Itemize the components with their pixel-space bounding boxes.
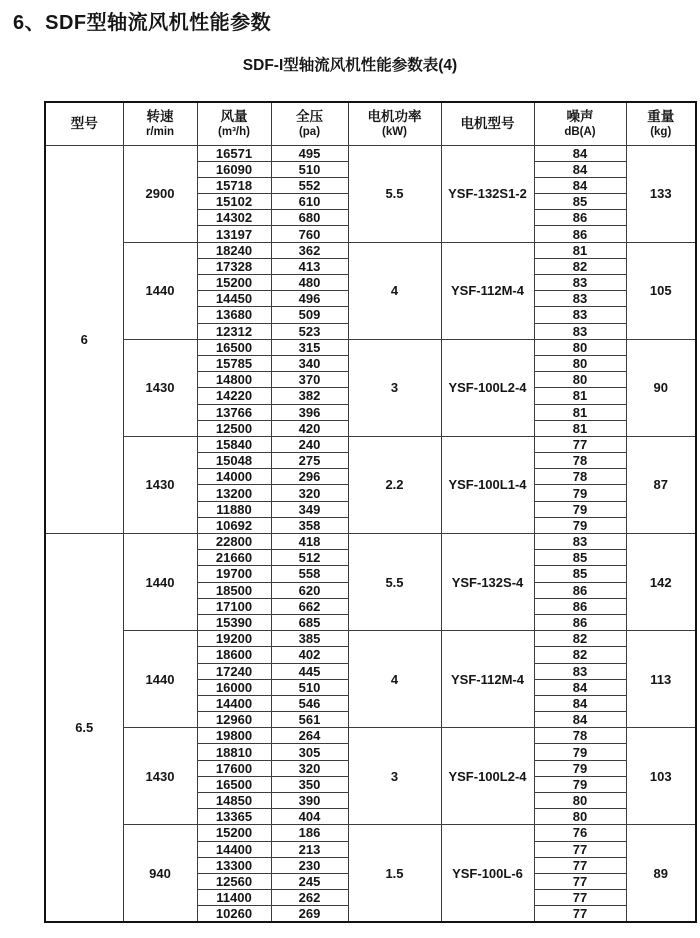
noise-cell: 83 <box>534 275 626 291</box>
noise-cell: 77 <box>534 906 626 922</box>
flow-cell: 15718 <box>197 177 271 193</box>
flow-cell: 21660 <box>197 550 271 566</box>
noise-cell: 78 <box>534 469 626 485</box>
noise-cell: 84 <box>534 145 626 161</box>
flow-cell: 13766 <box>197 404 271 420</box>
pressure-cell: 382 <box>271 388 348 404</box>
pressure-cell: 370 <box>271 372 348 388</box>
pressure-cell: 546 <box>271 695 348 711</box>
model-cell: 6.5 <box>45 534 123 923</box>
noise-cell: 81 <box>534 404 626 420</box>
speed-cell: 1430 <box>123 728 197 825</box>
speed-cell: 940 <box>123 825 197 922</box>
pressure-cell: 420 <box>271 420 348 436</box>
flow-cell: 13680 <box>197 307 271 323</box>
noise-cell: 80 <box>534 809 626 825</box>
flow-cell: 17240 <box>197 663 271 679</box>
power-cell: 4 <box>348 631 441 728</box>
pressure-cell: 305 <box>271 744 348 760</box>
table-row <box>45 242 696 258</box>
pressure-cell: 396 <box>271 404 348 420</box>
noise-cell: 84 <box>534 161 626 177</box>
noise-cell: 80 <box>534 339 626 355</box>
noise-cell: 86 <box>534 614 626 630</box>
noise-cell: 83 <box>534 323 626 339</box>
flow-cell: 18810 <box>197 744 271 760</box>
table-body <box>45 145 696 922</box>
pressure-cell: 512 <box>271 550 348 566</box>
weight-cell: 113 <box>626 631 696 728</box>
pressure-cell: 362 <box>271 242 348 258</box>
power-cell: 5.5 <box>348 145 441 242</box>
noise-cell: 79 <box>534 501 626 517</box>
noise-cell: 86 <box>534 598 626 614</box>
table-title: SDF-I型轴流风机性能参数表(4) <box>242 57 458 74</box>
weight-cell: 103 <box>626 728 696 825</box>
pressure-cell: 320 <box>271 760 348 776</box>
flow-cell: 15200 <box>197 825 271 841</box>
pressure-cell: 509 <box>271 307 348 323</box>
pressure-cell: 496 <box>271 291 348 307</box>
flow-cell: 19700 <box>197 566 271 582</box>
speed-cell: 1430 <box>123 436 197 533</box>
flow-cell: 17100 <box>197 598 271 614</box>
pressure-cell: 495 <box>271 145 348 161</box>
noise-cell: 86 <box>534 582 626 598</box>
model-cell: 6 <box>45 145 123 534</box>
flow-cell: 16500 <box>197 339 271 355</box>
pressure-cell: 561 <box>271 712 348 728</box>
pressure-cell: 610 <box>271 194 348 210</box>
noise-cell: 82 <box>534 258 626 274</box>
pressure-cell: 685 <box>271 614 348 630</box>
flow-cell: 12500 <box>197 420 271 436</box>
noise-cell: 77 <box>534 841 626 857</box>
pressure-cell: 230 <box>271 857 348 873</box>
noise-cell: 80 <box>534 793 626 809</box>
noise-cell: 84 <box>534 679 626 695</box>
pressure-cell: 296 <box>271 469 348 485</box>
flow-cell: 14850 <box>197 793 271 809</box>
table-row <box>45 145 696 161</box>
flow-cell: 12312 <box>197 323 271 339</box>
col-header-flow <box>197 102 271 145</box>
speed-cell: 1440 <box>123 631 197 728</box>
motor-cell: YSF-132S-4 <box>441 534 534 631</box>
col-header-speed-unit: r/min <box>145 125 175 138</box>
page-title: 6、SDF型轴流风机性能参数 <box>13 12 272 34</box>
noise-cell: 83 <box>534 307 626 323</box>
header-row <box>45 102 696 145</box>
col-header-weight-unit: (kg) <box>650 125 672 138</box>
pressure-cell: 275 <box>271 453 348 469</box>
noise-cell: 83 <box>534 534 626 550</box>
noise-cell: 82 <box>534 631 626 647</box>
noise-cell: 84 <box>534 177 626 193</box>
col-header-noise-unit: dB(A) <box>564 125 596 138</box>
noise-cell: 81 <box>534 420 626 436</box>
pressure-cell: 315 <box>271 339 348 355</box>
flow-cell: 10260 <box>197 906 271 922</box>
table-row <box>45 339 696 355</box>
pressure-cell: 558 <box>271 566 348 582</box>
power-cell: 4 <box>348 242 441 339</box>
noise-cell: 81 <box>534 388 626 404</box>
col-header-power <box>348 102 441 145</box>
power-cell: 1.5 <box>348 825 441 922</box>
noise-cell: 79 <box>534 776 626 792</box>
pressure-cell: 552 <box>271 177 348 193</box>
col-header-weight <box>626 102 696 145</box>
pressure-cell: 445 <box>271 663 348 679</box>
flow-cell: 18500 <box>197 582 271 598</box>
flow-cell: 15102 <box>197 194 271 210</box>
pressure-cell: 510 <box>271 161 348 177</box>
pressure-cell: 390 <box>271 793 348 809</box>
flow-cell: 18600 <box>197 647 271 663</box>
speed-cell: 1440 <box>123 242 197 339</box>
flow-cell: 16000 <box>197 679 271 695</box>
table-row <box>45 825 696 841</box>
pressure-cell: 510 <box>271 679 348 695</box>
pressure-cell: 662 <box>271 598 348 614</box>
table-row <box>45 631 696 647</box>
col-header-flow-label: 风量 <box>220 109 248 125</box>
col-header-pressure <box>271 102 348 145</box>
pressure-cell: 404 <box>271 809 348 825</box>
noise-cell: 79 <box>534 744 626 760</box>
flow-cell: 15200 <box>197 275 271 291</box>
pressure-cell: 523 <box>271 323 348 339</box>
noise-cell: 83 <box>534 663 626 679</box>
table-row <box>45 534 696 550</box>
motor-cell: YSF-100L2-4 <box>441 339 534 436</box>
flow-cell: 13300 <box>197 857 271 873</box>
col-header-power-unit: (kW) <box>382 125 407 138</box>
col-header-speed <box>123 102 197 145</box>
power-cell: 3 <box>348 728 441 825</box>
noise-cell: 76 <box>534 825 626 841</box>
table-row <box>45 436 696 452</box>
noise-cell: 84 <box>534 712 626 728</box>
pressure-cell: 358 <box>271 517 348 533</box>
noise-cell: 84 <box>534 695 626 711</box>
col-header-motor <box>441 102 534 145</box>
power-cell: 2.2 <box>348 436 441 533</box>
pressure-cell: 240 <box>271 436 348 452</box>
pressure-cell: 186 <box>271 825 348 841</box>
motor-cell: YSF-132S1-2 <box>441 145 534 242</box>
noise-cell: 77 <box>534 890 626 906</box>
flow-cell: 15390 <box>197 614 271 630</box>
flow-cell: 13197 <box>197 226 271 242</box>
weight-cell: 89 <box>626 825 696 922</box>
flow-cell: 11880 <box>197 501 271 517</box>
col-header-pressure-unit: (pa) <box>298 125 321 138</box>
noise-cell: 79 <box>534 485 626 501</box>
flow-cell: 16090 <box>197 161 271 177</box>
flow-cell: 19200 <box>197 631 271 647</box>
pressure-cell: 264 <box>271 728 348 744</box>
motor-cell: YSF-100L2-4 <box>441 728 534 825</box>
noise-cell: 82 <box>534 647 626 663</box>
pressure-cell: 269 <box>271 906 348 922</box>
noise-cell: 79 <box>534 760 626 776</box>
noise-cell: 77 <box>534 873 626 889</box>
flow-cell: 14400 <box>197 841 271 857</box>
fan-spec-table <box>44 101 697 923</box>
col-header-motor-label: 电机型号 <box>460 115 515 131</box>
motor-cell: YSF-112M-4 <box>441 631 534 728</box>
flow-cell: 14302 <box>197 210 271 226</box>
flow-cell: 12560 <box>197 873 271 889</box>
flow-cell: 10692 <box>197 517 271 533</box>
pressure-cell: 413 <box>271 258 348 274</box>
table-row <box>45 728 696 744</box>
pressure-cell: 418 <box>271 534 348 550</box>
noise-cell: 81 <box>534 242 626 258</box>
flow-cell: 22800 <box>197 534 271 550</box>
motor-cell: YSF-100L-6 <box>441 825 534 922</box>
flow-cell: 15048 <box>197 453 271 469</box>
pressure-cell: 760 <box>271 226 348 242</box>
flow-cell: 19800 <box>197 728 271 744</box>
pressure-cell: 480 <box>271 275 348 291</box>
flow-cell: 14450 <box>197 291 271 307</box>
pressure-cell: 245 <box>271 873 348 889</box>
speed-cell: 1430 <box>123 339 197 436</box>
power-cell: 3 <box>348 339 441 436</box>
noise-cell: 86 <box>534 210 626 226</box>
flow-cell: 13200 <box>197 485 271 501</box>
noise-cell: 85 <box>534 194 626 210</box>
noise-cell: 77 <box>534 857 626 873</box>
noise-cell: 78 <box>534 728 626 744</box>
noise-cell: 77 <box>534 436 626 452</box>
noise-cell: 86 <box>534 226 626 242</box>
pressure-cell: 262 <box>271 890 348 906</box>
col-header-noise-label: 噪声 <box>566 109 594 125</box>
flow-cell: 14000 <box>197 469 271 485</box>
pressure-cell: 340 <box>271 355 348 371</box>
noise-cell: 85 <box>534 566 626 582</box>
flow-cell: 16571 <box>197 145 271 161</box>
pressure-cell: 213 <box>271 841 348 857</box>
noise-cell: 78 <box>534 453 626 469</box>
motor-cell: YSF-100L1-4 <box>441 436 534 533</box>
col-header-model <box>45 102 123 145</box>
flow-cell: 12960 <box>197 712 271 728</box>
flow-cell: 15785 <box>197 355 271 371</box>
weight-cell: 133 <box>626 145 696 242</box>
pressure-cell: 385 <box>271 631 348 647</box>
noise-cell: 80 <box>534 355 626 371</box>
col-header-weight-label: 重量 <box>647 109 675 125</box>
speed-cell: 1440 <box>123 534 197 631</box>
flow-cell: 14400 <box>197 695 271 711</box>
col-header-noise <box>534 102 626 145</box>
flow-cell: 14220 <box>197 388 271 404</box>
pressure-cell: 402 <box>271 647 348 663</box>
weight-cell: 105 <box>626 242 696 339</box>
col-header-power-label: 电机功率 <box>367 109 422 125</box>
weight-cell: 142 <box>626 534 696 631</box>
power-cell: 5.5 <box>348 534 441 631</box>
weight-cell: 90 <box>626 339 696 436</box>
col-header-flow-unit: (m³/h) <box>218 125 250 138</box>
flow-cell: 13365 <box>197 809 271 825</box>
table-header <box>45 102 696 145</box>
noise-cell: 83 <box>534 291 626 307</box>
weight-cell: 87 <box>626 436 696 533</box>
col-header-pressure-label: 全压 <box>296 109 323 125</box>
flow-cell: 15840 <box>197 436 271 452</box>
noise-cell: 80 <box>534 372 626 388</box>
pressure-cell: 320 <box>271 485 348 501</box>
speed-cell: 2900 <box>123 145 197 242</box>
flow-cell: 17328 <box>197 258 271 274</box>
flow-cell: 16500 <box>197 776 271 792</box>
noise-cell: 85 <box>534 550 626 566</box>
flow-cell: 14800 <box>197 372 271 388</box>
col-header-speed-label: 转速 <box>146 109 174 125</box>
pressure-cell: 349 <box>271 501 348 517</box>
noise-cell: 79 <box>534 517 626 533</box>
motor-cell: YSF-112M-4 <box>441 242 534 339</box>
col-header-model-label: 型号 <box>70 115 98 131</box>
pressure-cell: 680 <box>271 210 348 226</box>
flow-cell: 18240 <box>197 242 271 258</box>
flow-cell: 11400 <box>197 890 271 906</box>
flow-cell: 17600 <box>197 760 271 776</box>
pressure-cell: 620 <box>271 582 348 598</box>
pressure-cell: 350 <box>271 776 348 792</box>
